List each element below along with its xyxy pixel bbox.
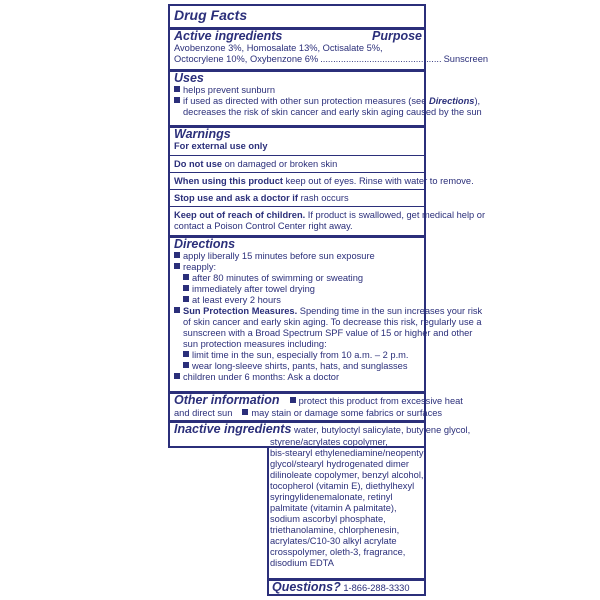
inactive-line: acrylates/C10-30 alkyl acrylate: [270, 536, 397, 546]
external-use: For external use only: [174, 141, 268, 151]
direction-cont: sunscreen with a Broad Spectrum SPF value of 15 or higher and other: [183, 328, 473, 338]
direction-cont: of skin cancer and early skin aging. To decrease this risk, regularly use a: [183, 317, 482, 327]
active-ingredients-section: [174, 29, 489, 65]
uses-directions-ref: Directions: [428, 96, 475, 106]
direction-subitem: [174, 284, 422, 295]
bullet-icon: [183, 362, 189, 368]
other-info-text: and direct sun: [174, 408, 233, 418]
inactive-text: water, butyloctyl salicylate, butylene glycol,: [294, 425, 471, 435]
direction-text: Spending time in the sun increases your risk: [297, 306, 483, 316]
uses-item-cont: decreases the risk of skin cancer and early skin aging caused by the sun: [183, 107, 482, 117]
bullet-icon: [174, 263, 180, 269]
direction-text: apply liberally 15 minutes before sun exposure: [183, 251, 375, 261]
inactive-line: dilinoleate copolymer, benzyl alcohol,: [270, 470, 424, 480]
uses-item-text: ),: [474, 96, 481, 106]
stop-use-text: rash occurs: [297, 193, 349, 203]
direction-subitem: [174, 273, 422, 284]
label-title: Drug Facts: [174, 7, 248, 23]
directions-heading: Directions: [174, 237, 236, 251]
inactive-line: crosspolymer, oleth-3, fragrance,: [270, 547, 406, 557]
do-not-use-text: on damaged or broken skin: [222, 159, 338, 169]
inactive-line: syringylidenemalonate, retinyl: [270, 492, 393, 502]
active-heading: Active ingredients: [174, 29, 283, 43]
questions-phone: 1-866-288-3330: [343, 583, 410, 593]
uses-item-text: if used as directed with other sun protection measures (see: [183, 96, 429, 106]
uses-item: [174, 85, 422, 96]
bullet-icon: [174, 373, 180, 379]
questions-heading: Questions?: [272, 580, 341, 594]
keep-out: [174, 210, 486, 221]
when-using-label: When using this product: [174, 176, 283, 186]
inactive-line: palmitate (vitamin A palmitate),: [270, 503, 397, 513]
uses-item: [174, 96, 481, 107]
direction-item: [174, 306, 483, 317]
other-info-line: [174, 393, 463, 408]
when-using-text: keep out of eyes. Rinse with water to remove.: [282, 176, 474, 186]
sun-protection-label: Sun Protection Measures.: [183, 306, 298, 316]
bullet-icon: [183, 274, 189, 280]
other-info-line: [174, 408, 443, 419]
bullet-icon: [183, 351, 189, 357]
leader-dots: ...............................................: [320, 54, 442, 64]
direction-subitem: [174, 350, 422, 361]
direction-item: [174, 372, 422, 383]
inactive-line: styrene/acrylates copolymer,: [270, 437, 388, 447]
inactive-list: [270, 437, 426, 569]
questions-section: [272, 581, 422, 595]
frame-step-line: [168, 446, 269, 448]
divider: [170, 206, 424, 207]
inactive-line: tocopherol (vitamin E), diethylhexyl: [270, 481, 415, 491]
drug-facts-label: [168, 4, 489, 596]
warnings-section: [174, 128, 422, 152]
other-info-text: protect this product from excessive heat: [298, 396, 463, 406]
bullet-icon: [183, 285, 189, 291]
active-line-1: Avobenzone 3%, Homosalate 13%, Octisalate 5%,: [174, 43, 383, 53]
keep-out-label: Keep out of reach of children.: [174, 210, 306, 220]
inactive-line: triethanolamine, chlorphenesin,: [270, 525, 400, 535]
direction-text: after 80 minutes of swimming or sweating: [192, 273, 364, 283]
direction-item: [174, 262, 422, 273]
directions-section: [174, 237, 483, 383]
bullet-icon: [242, 409, 248, 415]
purpose-heading: Purpose: [371, 29, 422, 43]
inactive-line: bis-stearyl ethylenediamine/neopentyl: [270, 448, 426, 458]
uses-section: [174, 71, 482, 118]
bullet-icon: [174, 97, 180, 103]
inactive-line: glycol/stearyl hydrogenated dimer: [270, 459, 410, 469]
other-info-section: [174, 393, 463, 419]
inactive-section: [174, 422, 471, 437]
bullet-icon: [290, 397, 296, 403]
divider: [170, 155, 424, 156]
stop-use: [174, 193, 422, 204]
purpose-value: Sunscreen: [443, 54, 489, 64]
direction-subitem: [174, 361, 422, 372]
bullet-icon: [174, 252, 180, 258]
bullet-icon: [174, 86, 180, 92]
divider: [170, 172, 424, 173]
active-line-2: Octocrylene 10%, Oxybenzone 6%: [174, 54, 319, 64]
direction-cont: sun protection measures including:: [183, 339, 327, 349]
uses-heading: Uses: [174, 71, 204, 85]
uses-item-text: helps prevent sunburn: [183, 85, 275, 95]
inactive-heading: Inactive ingredients: [174, 422, 292, 436]
direction-text: limit time in the sun, especially from 10 a.m. – 2 p.m.: [192, 350, 409, 360]
other-info-text: may stain or damage some fabrics or surfaces: [251, 408, 443, 418]
warnings-heading: Warnings: [174, 127, 231, 141]
other-info-heading: Other information: [174, 393, 280, 407]
direction-text: wear long-sleeve shirts, pants, hats, and sunglasses: [192, 361, 408, 371]
direction-text: reapply:: [183, 262, 217, 272]
divider: [170, 189, 424, 190]
bullet-icon: [183, 296, 189, 302]
direction-text: children under 6 months: Ask a doctor: [183, 372, 340, 382]
keep-out-cont: contact a Poison Control Center right away.: [174, 221, 353, 231]
inactive-first-line: [174, 422, 471, 437]
direction-text: at least every 2 hours: [192, 295, 281, 305]
bullet-icon: [174, 307, 180, 313]
do-not-use-label: Do not use: [174, 159, 223, 169]
inactive-line: sodium ascorbyl phosphate,: [270, 514, 386, 524]
inactive-line: disodium EDTA: [270, 558, 334, 568]
direction-item: [174, 251, 422, 262]
when-using: [174, 176, 474, 187]
questions-line: [272, 581, 422, 595]
direction-subitem: [174, 295, 422, 306]
do-not-use: [174, 159, 422, 170]
stop-use-label: Stop use and ask a doctor if: [174, 193, 298, 203]
direction-text: immediately after towel drying: [192, 284, 315, 294]
keep-out-text: If product is swallowed, get medical help or: [305, 210, 486, 220]
